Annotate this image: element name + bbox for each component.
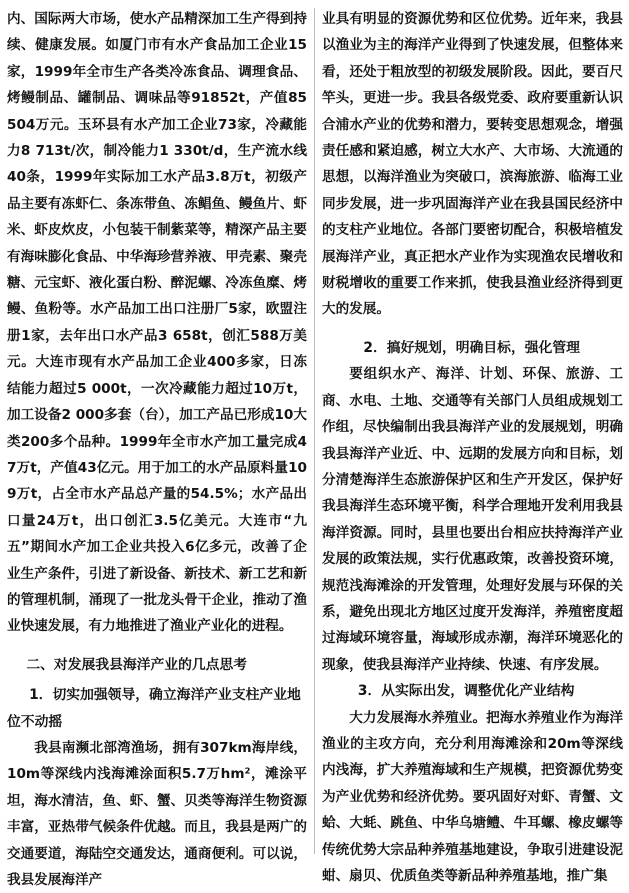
left-column [7, 6, 307, 893]
subheading-planning: 2．搞好规划，明确目标，强化管理 [363, 339, 580, 356]
paragraph-aquaculture: 大力发展海水养殖业。把海水养殖业作为海洋渔业的主攻方向，充分利用海滩涂和20m等深线内浅海，扩大养殖海域和生产规模，把资源优势变为产业优势和经济优势。要巩固好对虾、青蟹、文蛤、大蚝、跳鱼、中华乌塘鳢、牛耳螺、橡皮螺等传统优势大宗品种养殖基地建设，争取引进建设泥蚶、扇贝、优质鱼类等新品种养殖基地，推广集 [322, 709, 623, 884]
column-divider [314, 8, 315, 854]
section-heading: 二、对发展我县海洋产业的几点思考 [26, 656, 248, 673]
subheading-leadership: 1．切实加强领导，确立海洋产业支柱产业地位不动摇 [7, 687, 301, 730]
subheading-structure: 3．从实际出发，调整优化产业结构 [357, 683, 575, 700]
paragraph-advantages: 业具有明显的资源优势和区位优势。近年来，我县以渔业为主的海洋产业得到了快速发展，但整体来看，还处于粗放型的初级发展阶段。因此，要百尺竿头，更进一步。我县各级党委、政府要重新认识合浦水产业的优势和潜力，要转变思想观念，增强责任感和紧迫感，树立大水产、大市场、大流通的思想，以海洋渔业为突破口，滨海旅游、临海工业同步发展，进一步巩固海洋产业在我县国民经济中的支柱产业地位。各部门要密切配合，积极培植发展海洋产业，真正把水产业作为实现渔农民增收和财税增收的重要工作来抓，使我县渔业经济得到更大的发展。 [322, 11, 623, 318]
paragraph-processing-cases: 内、国际两大市场，使水产品精深加工生产得到持续、健康发展。如厦门市有水产食品加工企业15家，1999年全市生产各类冷冻食品、调理食品、烤鳗制品、罐制品、调味品等91852t，产值85 504万元。玉环县有水产加工企业73家，冷藏能力8 713t/次，制冷能力1 330t/d，生产流水线40条，1999年实际加工水产品3.8万t，初级产品主要有冻虾仁、条冻带鱼、冻鲳鱼、鳗鱼片、虾米、虾皮炊皮，小包装干制紫菜等，精深产品主要有海味膨化食品、中华海珍营养液、甲壳素、聚壳糖、元宝虾、液化蛋白粉、醉泥螺、冷冻鱼糜、烤鳗、鱼粉等。水产品加工出口注册厂5家，欧盟注册1家，去年出口水产品3 658t，创汇588万美元。大连市现有水产品加工企业400多家，日冻结能力超过5 000t，一次冷藏能力超过10万t，加工设备2 000多套（台），加工产品已形成10大类200多个品种。1999年全市水产加工量完成47万t，产值43亿元。用于加工的水产品原料量109万t，占全市水产品总产量的54.5%；水产品出口量24万t，出口创汇3.5亿美元。大连市“九五”期间水产加工企业共投入6亿多元，改善了企业生产条件，引进了新设备、新技术、新工艺和新的管理机制，涌现了一批龙头骨干企业，推动了渔业快速发展，有力地推进了渔业产业化的进程。 [7, 11, 307, 635]
paragraph-planning: 要组织水产、海洋、计划、环保、旅游、工商、水电、土地、交通等有关部门人员组成规划工作组，尽快编制出我县海洋产业的发展规划，明确我县海洋产业近、中、远期的发展方向和目标，划分清楚海洋生态旅游保护区和生产开发区，保护好我县海洋生态环境平衡，科学合理地开发利用我县海洋资源。同时，县里也要出台相应扶持海洋产业发展的政策法规，实行优惠政策，改善投资环境，规范浅海滩涂的开发管理，处理好发展与环保的关系，避免出现北方地区过度开发海洋，养殖密度超过海域环境容量，海域形成赤潮，海洋环境恶化的现象，使我县海洋产业持续、快速、有序发展。 [322, 366, 623, 673]
right-column [322, 6, 623, 889]
paragraph-resources: 我县南濒北部湾渔场，拥有307km海岸线，10m等深线内浅海滩涂面积5.7万hm²，滩涂平坦，海水清洁，鱼、虾、蟹、贝类等海洋生物资源丰富，亚热带气候条件优越。而且，我县是两广的交通要道，海陆空交通发达，通商便利。可以说，我县发展海洋产 [7, 739, 307, 888]
